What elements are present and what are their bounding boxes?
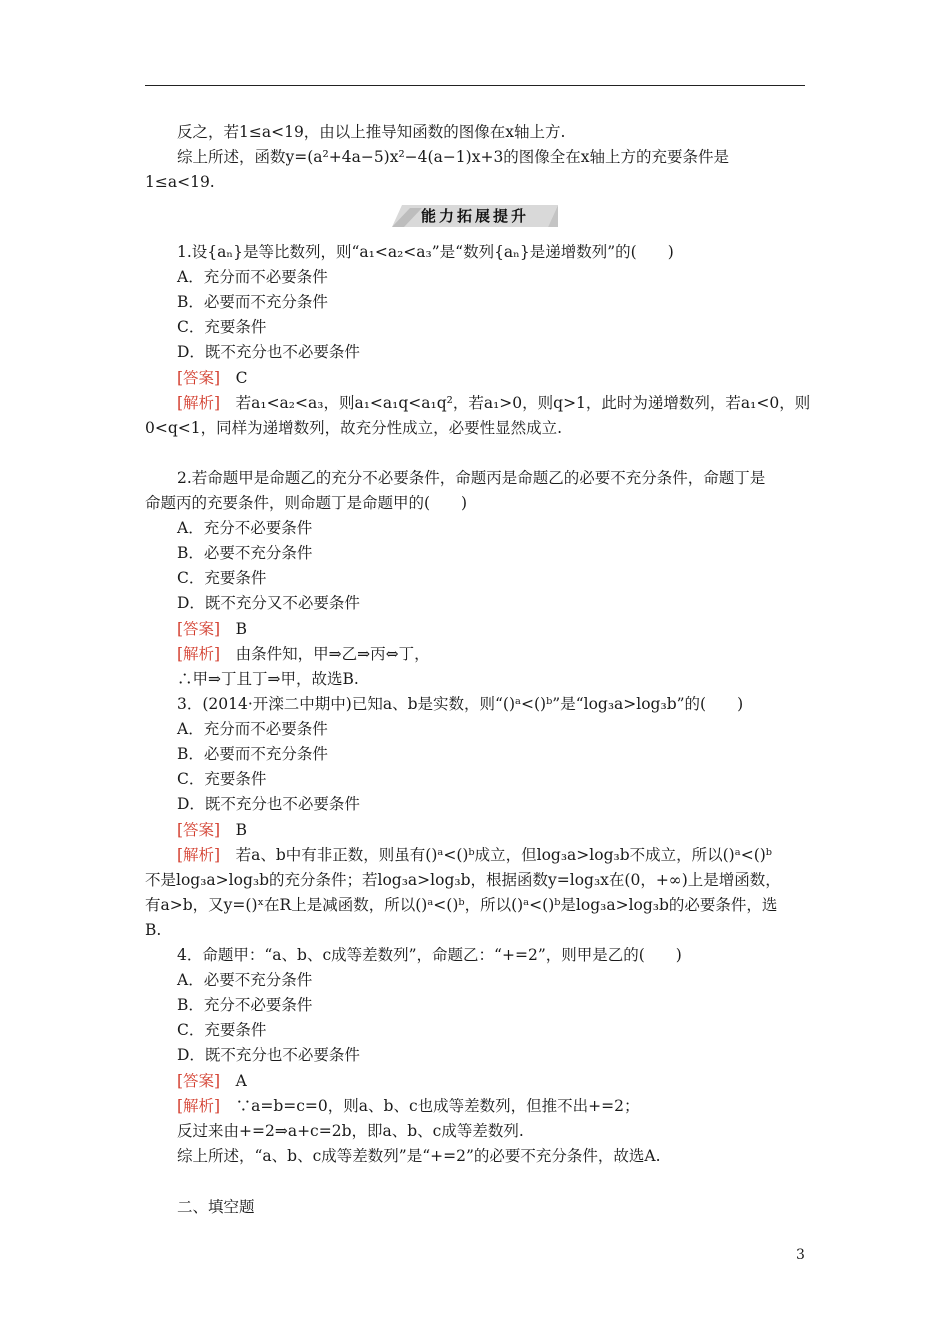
answer-value: B <box>220 821 247 839</box>
question-3-option: C．充要条件 <box>177 770 267 788</box>
answer-tag: [答案] <box>177 369 221 387</box>
question-3-analysis-cont: 不是log₃a>log₃b的充分条件；若log₃a>log₃b，根据函数y=log₃x在(0，+∞)上是增函数， <box>145 871 781 889</box>
header-rule <box>145 85 805 86</box>
answer-value: B <box>220 620 247 638</box>
answer-tag: [答案] <box>177 821 221 839</box>
question-2-stem-cont: 命题丙的充要条件，则命题丁是命题甲的( ) <box>145 494 468 512</box>
analysis-tag: [解析] <box>177 394 221 412</box>
answer-value: C <box>220 369 248 387</box>
question-1-stem: 1.设{aₙ}是等比数列，则“a₁<a₂<a₃”是“数列{aₙ}是递增数列”的( ) <box>177 243 674 261</box>
question-2-option: C．充要条件 <box>177 569 267 587</box>
question-2-stem: 2.若命题甲是命题乙的充分不必要条件，命题丙是命题乙的必要不充分条件，命题丁是 <box>177 469 766 487</box>
section-heading: 二、填空题 <box>177 1198 255 1216</box>
section-banner <box>392 205 558 227</box>
question-4-answer <box>177 1070 247 1092</box>
question-1-option: D．既不充分也不必要条件 <box>177 343 360 361</box>
analysis-tag: [解析] <box>177 645 221 663</box>
question-1-answer <box>177 367 247 389</box>
question-4-stem: 4．命题甲：“a、b、c成等差数列”，命题乙：“+=2”，则甲是乙的( ) <box>177 946 682 964</box>
analysis-text: 若a、b中有非正数，则虽有()ᵃ<()ᵇ成立，但log₃a>log₃b不成立，所以()ᵃ<()ᵇ <box>220 846 772 864</box>
question-2-option: B．必要不充分条件 <box>177 544 313 562</box>
question-2-option: A．充分不必要条件 <box>177 519 313 537</box>
analysis-text: ∵a=b=c=0，则a、b、c也成等差数列，但推不出+=2； <box>220 1097 640 1115</box>
question-2-option: D．既不充分又不必要条件 <box>177 594 360 612</box>
question-4-option: C．充要条件 <box>177 1021 267 1039</box>
analysis-tag: [解析] <box>177 1097 221 1115</box>
question-3-stem: 3．(2014·开滦二中期中)已知a、b是实数，则“()ᵃ<()ᵇ”是“log₃a>log₃b”的( ) <box>177 695 744 713</box>
question-4-option: B．充分不必要条件 <box>177 996 313 1014</box>
question-4-analysis-cont: 反过来由+=2⇒a+c=2b，即a、b、c成等差数列. <box>177 1122 524 1140</box>
analysis-text: 由条件知，甲⇒乙⇒丙⇔丁， <box>220 645 430 663</box>
analysis-tag: [解析] <box>177 846 221 864</box>
question-3-analysis-cont: 有a>b，又y=()ˣ在R上是减函数，所以()ᵃ<()ᵇ，所以()ᵃ<()ᵇ是log₃a>log₃b的必要条件，选 <box>145 896 778 914</box>
question-2-analysis-cont: ∴甲⇒丁且丁⇒甲，故选B. <box>177 670 359 688</box>
question-4-analysis <box>177 1095 639 1117</box>
question-4-analysis-cont: 综上所述，“a、b、c成等差数列”是“+=2”的必要不充分条件，故选A. <box>177 1147 661 1165</box>
answer-value: A <box>220 1072 247 1090</box>
question-4-option: D．既不充分也不必要条件 <box>177 1046 360 1064</box>
question-3-analysis-cont: B. <box>145 921 162 939</box>
intro-line: 反之，若1≤a<19，由以上推导知函数的图像在x轴上方. <box>177 123 566 141</box>
question-1-analysis <box>177 392 810 414</box>
question-3-analysis <box>177 844 772 866</box>
intro-line: 1≤a<19. <box>145 173 215 191</box>
question-3-option: D．既不充分也不必要条件 <box>177 795 360 813</box>
question-3-answer <box>177 819 247 841</box>
section-banner-label: 能力拓展提升 <box>420 207 529 225</box>
question-1-option: C．充要条件 <box>177 318 267 336</box>
question-3-option: A．充分而不必要条件 <box>177 720 328 738</box>
question-2-analysis <box>177 643 430 665</box>
page-number: 3 <box>796 1247 805 1263</box>
question-2-answer <box>177 618 247 640</box>
question-1-option: B．必要而不充分条件 <box>177 293 328 311</box>
analysis-text: 若a₁<a₂<a₃，则a₁<a₁q<a₁q²，若a₁>0，则q>1，此时为递增数列，若a₁<0，则 <box>220 394 811 412</box>
intro-line: 综上所述，函数y=(a²+4a−5)x²−4(a−1)x+3的图像全在x轴上方的充要条件是 <box>177 148 730 166</box>
question-3-option: B．必要而不充分条件 <box>177 745 328 763</box>
answer-tag: [答案] <box>177 620 221 638</box>
question-1-analysis-cont: 0<q<1，同样为递增数列，故充分性成立，必要性显然成立. <box>145 419 563 437</box>
answer-tag: [答案] <box>177 1072 221 1090</box>
question-4-option: A．必要不充分条件 <box>177 971 313 989</box>
question-1-option: A．充分而不必要条件 <box>177 268 328 286</box>
